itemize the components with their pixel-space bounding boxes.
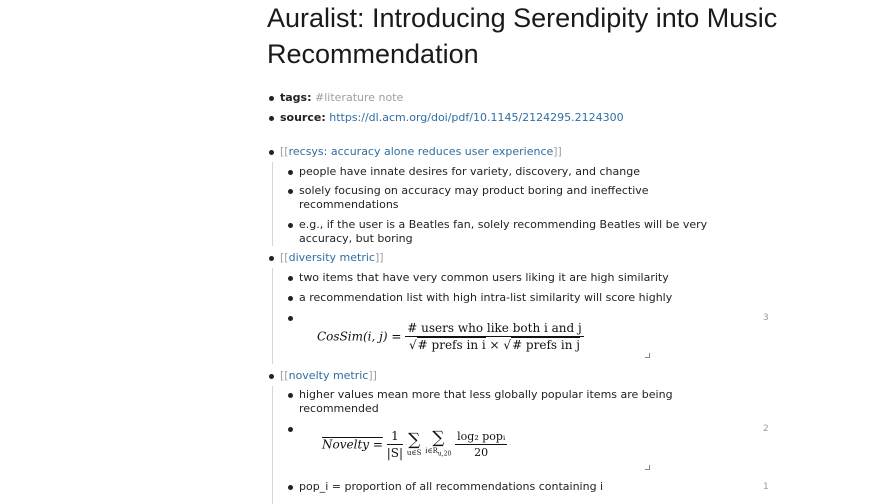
tags-label: tags: xyxy=(280,91,312,104)
bullet xyxy=(288,189,293,194)
resize-handle-icon[interactable] xyxy=(645,465,650,470)
source-link[interactable]: https://dl.acm.org/doi/pdf/10.1145/2124295.2124300 xyxy=(329,111,624,124)
list-item: pop_i = proportion of all recommendations containing i xyxy=(299,480,604,493)
formula-denominator: 20 xyxy=(474,446,489,459)
sum-subscript xyxy=(425,447,451,458)
formula-times: × xyxy=(489,338,500,352)
list-item: two items that have very common users liking it are high similarity xyxy=(299,271,669,284)
source-label: source: xyxy=(280,111,326,124)
bracket-open: [[ xyxy=(280,145,289,158)
bracket-open: [[ xyxy=(280,251,289,264)
bracket-open: [[ xyxy=(280,369,289,382)
section-recsys-link-row[interactable] xyxy=(280,145,562,159)
formula-fraction xyxy=(387,429,403,460)
page-title: Auralist: Introducing Serendipity into Music Recommendation xyxy=(267,3,778,69)
sum-subscript-main: i∈R xyxy=(425,447,438,456)
bracket-close: ]] xyxy=(374,251,384,264)
page-link-novelty[interactable]: novelty metric xyxy=(288,369,369,382)
source-row xyxy=(280,111,624,125)
bullet xyxy=(288,427,293,432)
formula-numerator: # users who like both i and j xyxy=(407,321,582,335)
bullet xyxy=(288,170,293,175)
bullet xyxy=(288,316,293,321)
sum-operator xyxy=(407,432,422,457)
page-link-recsys[interactable]: recsys: accuracy alone reduces user experience xyxy=(288,145,554,158)
block-line-number: 2 xyxy=(763,424,769,434)
sum-subscript-sub: u,20 xyxy=(437,450,452,458)
sum-symbol: ∑ xyxy=(408,430,421,450)
bullet xyxy=(269,150,274,155)
indent-guide xyxy=(272,162,273,246)
sum-subscript: u∈S xyxy=(406,449,422,457)
indent-guide xyxy=(272,386,273,504)
list-item: people have innate desires for variety, discovery, and change xyxy=(299,165,640,178)
bullet xyxy=(269,374,274,379)
indent-guide xyxy=(272,268,273,364)
bullet xyxy=(288,485,293,490)
formula-denominator: |S| xyxy=(386,446,404,460)
formula-denominator: √# prefs in i × √# prefs in j xyxy=(409,338,580,352)
cossim-formula[interactable] xyxy=(317,321,584,352)
bullet xyxy=(269,256,274,261)
sum-operator xyxy=(425,430,451,458)
page-link-diversity[interactable]: diversity metric xyxy=(288,251,375,264)
list-item: solely focusing on accuracy may product boring and ineffective xyxy=(299,184,649,197)
block-line-number: 1 xyxy=(763,482,769,492)
tag-link[interactable]: #literature note xyxy=(315,91,404,104)
formula-numerator: log₂ popᵢ xyxy=(457,430,506,443)
bullet xyxy=(269,96,274,101)
bullet xyxy=(288,276,293,281)
formula-den-b: # prefs in j xyxy=(512,338,580,352)
bullet xyxy=(269,116,274,121)
bracket-close: ]] xyxy=(553,145,562,158)
list-item-continuation: recommended xyxy=(299,402,379,415)
formula-numerator: 1 xyxy=(387,429,403,445)
bullet xyxy=(288,223,293,228)
list-item-continuation: recommendations xyxy=(299,198,399,211)
section-novelty-link-row[interactable] xyxy=(280,369,377,383)
list-item: higher values mean more that less globally popular items are being xyxy=(299,388,673,401)
bracket-close: ]] xyxy=(368,369,377,382)
formula-den-a: # prefs in i xyxy=(417,338,486,352)
formula-lhs: Novelty = xyxy=(322,437,383,452)
block-line-number: 3 xyxy=(763,313,769,323)
sum-symbol: ∑ xyxy=(432,428,445,449)
formula-lhs: CosSim(i, j) = xyxy=(317,329,402,344)
list-item-continuation: accuracy, but boring xyxy=(299,232,413,245)
formula-fraction xyxy=(455,430,507,459)
resize-handle-icon[interactable] xyxy=(645,353,650,358)
section-diversity-link-row[interactable] xyxy=(280,251,384,265)
tags-row xyxy=(280,91,403,105)
list-item: a recommendation list with high intra-list similarity will score highly xyxy=(299,291,673,304)
bullet xyxy=(288,393,293,398)
bullet xyxy=(288,296,293,301)
formula-fraction xyxy=(405,321,584,352)
list-item: e.g., if the user is a Beatles fan, solely recommending Beatles will be very xyxy=(299,218,708,231)
novelty-formula[interactable] xyxy=(322,429,507,469)
